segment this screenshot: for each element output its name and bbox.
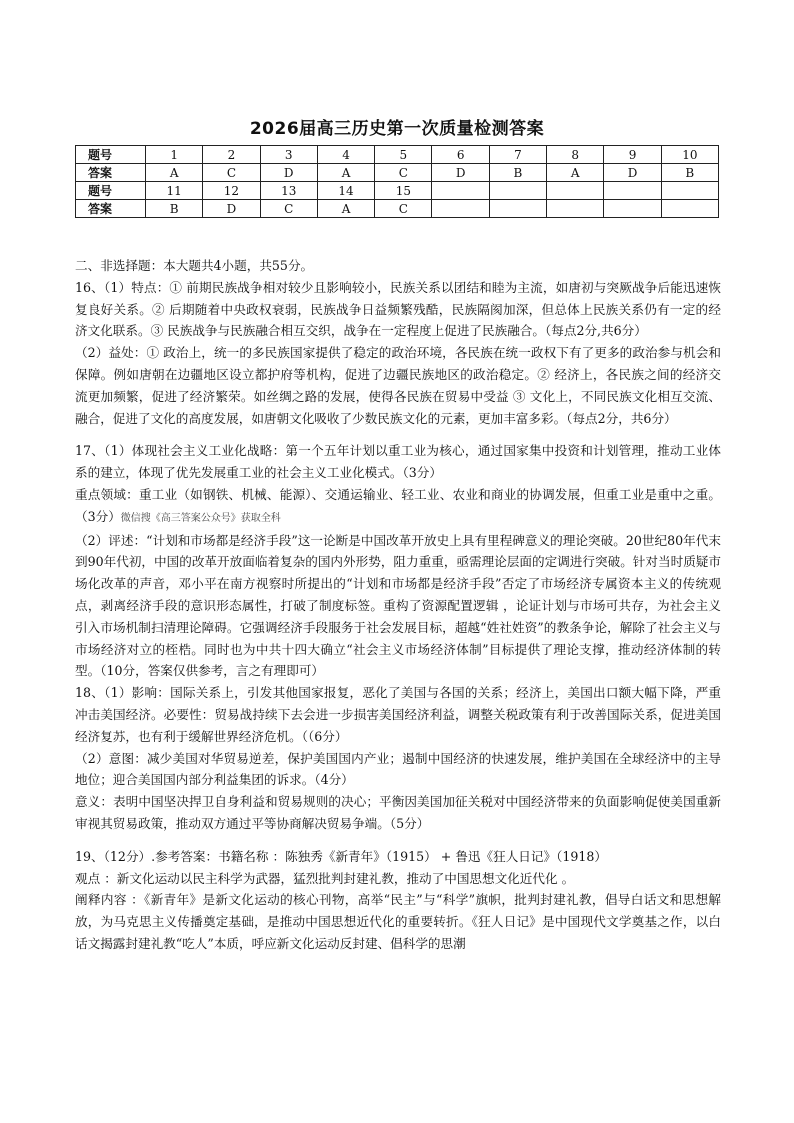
answer-cell: C bbox=[203, 164, 260, 182]
answer-cell: C bbox=[375, 200, 432, 218]
q19-explanation: 阐释内容 ：《新青年》是新文化运动的核心刊物，高举“民主”与“科学”旗帜，批判封建礼教，倡导白话文和思想解放，为马克思主义传播奠定基础，是推动中国思想近代化的重要转折。《狂人日记》是中国现代文学奠基之作，以白话文揭露封建礼教“吃人”本质，呼应新文化运动反封建、倡科学的思潮 bbox=[75, 892, 721, 951]
answer-cell: 6 bbox=[432, 146, 489, 164]
answer-cell: 3 bbox=[260, 146, 317, 164]
answer-cell: D bbox=[432, 164, 489, 182]
q17-focus-areas bbox=[75, 484, 721, 530]
page-title: 2026届高三历史第一次质量检测答案 bbox=[249, 119, 545, 139]
answer-cell bbox=[661, 200, 718, 218]
answer-cell: A bbox=[146, 164, 203, 182]
answer-cell: A bbox=[547, 164, 604, 182]
answer-cell: B bbox=[489, 164, 546, 182]
watermark-text: 微信搜《高三答案公众号》获取全科 bbox=[120, 512, 281, 524]
answer-cell bbox=[432, 200, 489, 218]
answer-cell: 11 bbox=[146, 182, 203, 200]
answer-cell bbox=[489, 200, 546, 218]
q17-focus-text: 重点领域：重工业（如钢铁、机械、能源）、交通运输业、轻工业、农业和商业的协调发展，但重工业是重中之重。（3分） bbox=[75, 486, 721, 524]
q16-part1: 16、（1）特点：① 前期民族战争相对较少且影响较小，民族关系以团结和睦为主流，如唐初与突厥战争后能迅速恢复良好关系。② 后期随着中央政权衰弱，民族战争日益频繁残酷，民族隔阂加深，但总体上民族关系仍有一定的经济文化联系。③ 民族战争与民族融合相互交织，战争在一定程度上促进了民族融合。（每点2分,共6分） bbox=[75, 279, 721, 339]
q18-part1: 18、（1）影响：国际关系上，引发其他国家报复，恶化了美国与各国的关系；经济上，美国出口额大幅下降，严重冲击美国经济。必要性：贸易战持续下去会进一步损害美国经济利益，调整关税政策有利于改善国际关系，促进美国经济复苏，也有利于缓解世界经济危机。（（6分） bbox=[75, 685, 721, 744]
answer-table bbox=[75, 145, 719, 218]
row-label: 答案 bbox=[76, 200, 146, 218]
answer-cell bbox=[489, 182, 546, 200]
answer-cell: D bbox=[260, 164, 317, 182]
answer-cell: B bbox=[661, 164, 718, 182]
answer-cell: B bbox=[146, 200, 203, 218]
q18-part2: （2）意图：减少美国对华贸易逆差，保护美国国内产业；遏制中国经济的快速发展，维护美国在全球经济中的主导地位；迎合美国国内部分利益集团的诉求。（4分） bbox=[75, 750, 721, 788]
answer-table-row bbox=[76, 200, 719, 218]
answer-cell: 15 bbox=[375, 182, 432, 200]
answer-body bbox=[75, 255, 721, 955]
q18-significance: 意义：表明中国坚决捍卫自身利益和贸易规则的决心；平衡因美国加征关税对中国经济带来的负面影响促使美国重新审视其贸易政策，推动双方通过平等协商解决贸易争端。（5分） bbox=[75, 794, 721, 831]
answer-cell bbox=[604, 200, 661, 218]
answer-table-row bbox=[76, 182, 719, 200]
answer-cell bbox=[604, 182, 661, 200]
q17-part2: （2）评述：“计划和市场都是经济手段”这一论断是中国改革开放史上具有里程碑意义的理论突破。20世纪80年代末到90年代初，中国的改革开放面临着复杂的国内外形势，阻力重重，亟需理论层面的定调进行突破。针对当时质疑市场化改革的声音，邓小平在南方视察时所提出的“计划和市场都是经济手段”否定了市场经济专属资本主义的传统观点，剥离经济手段的意识形态属性，打破了制度标签。重构了资源配置逻辑 ，论证计划与市场可共存，为社会主义引入市场机制扫清理论障碍。它强调经济手段服务于社会发展目标，超越“姓社姓资”的教条争论，解除了社会主义与市场经济对立的桎梏。同时也为中共十四大确立“社会主义市场经济体制”目标提供了理论支撑，推动经济体制的转型。（10分，答案仅供参考，言之有理即可） bbox=[75, 532, 721, 679]
answer-table-row bbox=[76, 146, 719, 164]
answer-cell: 2 bbox=[203, 146, 260, 164]
answer-cell: C bbox=[260, 200, 317, 218]
answer-cell: 9 bbox=[604, 146, 661, 164]
answer-cell: 4 bbox=[317, 146, 374, 164]
answer-table-row bbox=[76, 164, 719, 182]
spacer bbox=[75, 835, 721, 846]
row-label: 题号 bbox=[76, 146, 146, 164]
answer-cell: D bbox=[203, 200, 260, 218]
row-label: 答案 bbox=[76, 164, 146, 182]
answer-cell: A bbox=[317, 164, 374, 182]
answer-cell: 7 bbox=[489, 146, 546, 164]
q16-part2: （2）益处：① 政治上，统一的多民族国家提供了稳定的政治环境，各民族在统一政权下有了更多的政治参与机会和保障。例如唐朝在边疆地区设立都护府等机构，促进了边疆民族地区的政治稳定。② 经济上，各民族之间的经济交流更加频繁，促进了经济繁荣。如丝绸之路的发展，使得各民族在贸易中受益 ③ 文化上，不同民族文化相互交流、融合，促进了文化的高度发展，如唐朝文化吸收了少数民族文化的元素，更加丰富多彩。（每点2分，共6分） bbox=[75, 345, 721, 426]
row-label: 题号 bbox=[76, 182, 146, 200]
answer-cell: C bbox=[375, 164, 432, 182]
q17-part1: 17、（1）体现社会主义工业化战略：第一个五年计划以重工业为核心，通过国家集中投资和计划管理，推动工业体系的建立，体现了优先发展重工业的社会主义工业化模式。（3分） bbox=[75, 443, 721, 481]
q19-viewpoint: 观点 ：新文化运动以民主科学为武器，猛烈批判封建礼教，推动了中国思想文化近代化 。 bbox=[75, 870, 575, 886]
answer-cell: 14 bbox=[317, 182, 374, 200]
q19-answer: 19、（12分）.参考答案：书籍名称 ：陈独秀《新青年》（1915） + 鲁迅《狂人日记》（1918） bbox=[75, 848, 608, 864]
answer-cell bbox=[432, 182, 489, 200]
spacer bbox=[75, 429, 721, 440]
section-heading: 二、非选择题：本大题共4小题，共55分。 bbox=[75, 258, 314, 273]
answer-cell bbox=[661, 182, 718, 200]
answer-cell: 12 bbox=[203, 182, 260, 200]
answer-cell bbox=[547, 182, 604, 200]
answer-cell: A bbox=[317, 200, 374, 218]
answer-cell: 8 bbox=[547, 146, 604, 164]
answer-cell: 10 bbox=[661, 146, 718, 164]
answer-cell: 1 bbox=[146, 146, 203, 164]
answer-cell: D bbox=[604, 164, 661, 182]
answer-cell: 13 bbox=[260, 182, 317, 200]
answer-cell bbox=[547, 200, 604, 218]
answer-cell: 5 bbox=[375, 146, 432, 164]
